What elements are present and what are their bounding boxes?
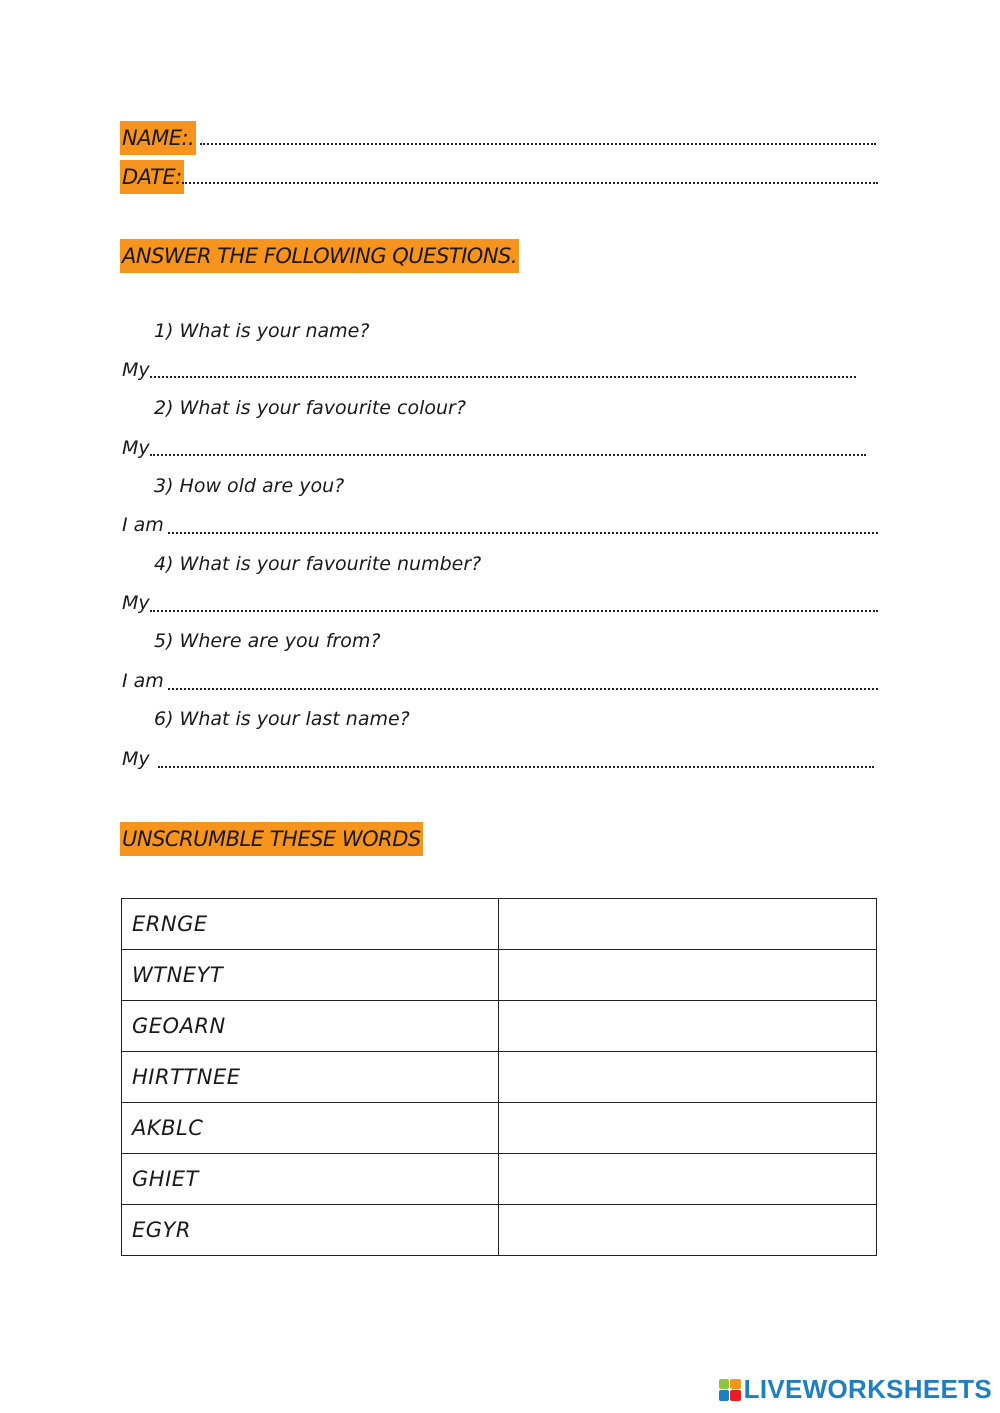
date-field-line[interactable] [182, 182, 878, 184]
answer-2-prefix: My [122, 437, 150, 459]
answer-4-prefix: My [122, 592, 150, 614]
table-row [122, 899, 877, 950]
answer-5-line[interactable] [168, 688, 878, 690]
scrambled-word: HIRTTNEE [122, 1052, 499, 1103]
scrambled-word: GHIET [122, 1154, 499, 1205]
scrambled-word: EGYR [122, 1205, 499, 1256]
name-label: NAME:. [120, 121, 196, 155]
table-row [122, 1052, 877, 1103]
answer-6-prefix: My [122, 748, 150, 770]
answer-3-line[interactable] [168, 532, 878, 534]
liveworksheets-logo [719, 1374, 992, 1405]
brand-name: LIVEWORKSHEETS [743, 1374, 992, 1404]
answer-cell[interactable] [499, 1103, 877, 1154]
question-3: 3) How old are you? [154, 475, 345, 497]
answer-cell[interactable] [499, 1154, 877, 1205]
table-row [122, 950, 877, 1001]
answer-cell[interactable] [499, 899, 877, 950]
answer-4-line[interactable] [150, 610, 878, 612]
section-heading-questions: ANSWER THE FOLLOWING QUESTIONS. [120, 239, 519, 273]
unscramble-table [121, 898, 877, 1256]
question-4: 4) What is your favourite number? [154, 553, 482, 575]
answer-cell[interactable] [499, 1205, 877, 1256]
scrambled-word: ERNGE [122, 899, 499, 950]
question-1: 1) What is your name? [154, 320, 370, 342]
table-row [122, 1205, 877, 1256]
liveworksheets-icon [719, 1379, 741, 1401]
date-label: DATE: [120, 160, 184, 194]
question-6: 6) What is your last name? [154, 708, 410, 730]
table-row [122, 1001, 877, 1052]
answer-3-prefix: I am [122, 514, 164, 536]
answer-1-line[interactable] [150, 376, 856, 378]
table-row [122, 1103, 877, 1154]
question-5: 5) Where are you from? [154, 630, 381, 652]
section-heading-unscramble: UNSCRUMBLE THESE WORDS [120, 822, 423, 856]
answer-cell[interactable] [499, 950, 877, 1001]
name-field-line[interactable] [200, 143, 876, 145]
answer-cell[interactable] [499, 1001, 877, 1052]
answer-6-line[interactable] [158, 766, 874, 768]
answer-cell[interactable] [499, 1052, 877, 1103]
question-2: 2) What is your favourite colour? [154, 397, 466, 419]
table-row [122, 1154, 877, 1205]
answer-1-prefix: My [122, 359, 150, 381]
answer-2-line[interactable] [150, 454, 866, 456]
answer-5-prefix: I am [122, 670, 164, 692]
scrambled-word: WTNEYT [122, 950, 499, 1001]
scrambled-word: GEOARN [122, 1001, 499, 1052]
scrambled-word: AKBLC [122, 1103, 499, 1154]
